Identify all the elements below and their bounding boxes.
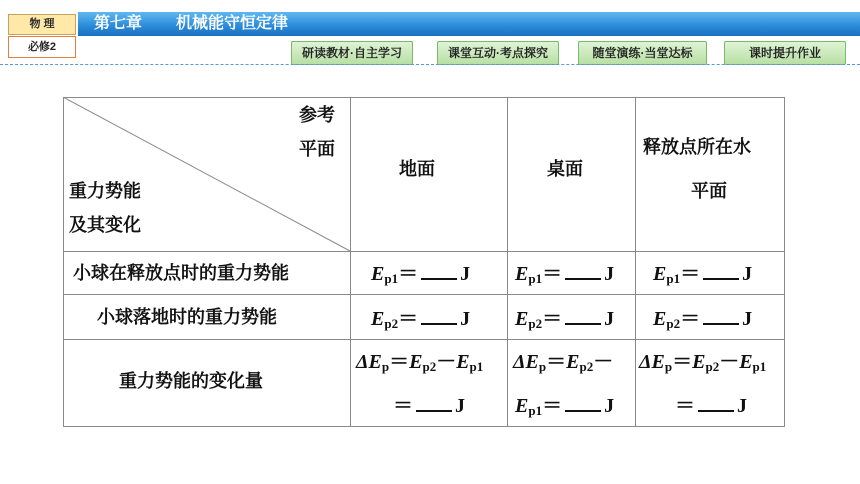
formula-delta-ground-line2: ＝ J: [393, 395, 465, 417]
nav-practice-button[interactable]: 随堂演练·当堂达标: [578, 41, 707, 65]
formula-ep1-ground: $E_{p1}= J$: [371, 263, 471, 286]
column-header-release-plane-cont: 平面: [691, 181, 727, 202]
corner-energy-label: 重力势能: [69, 181, 141, 202]
column-header-release-plane: 释放点所在水: [643, 137, 751, 158]
nav-homework-button[interactable]: 课时提升作业: [724, 41, 846, 65]
table-border-right: [784, 97, 785, 427]
formula-delta-desk-line1: $\Delta E_p=E_{p2}-$: [513, 351, 614, 374]
formula-ep1-release: $E_{p1}= J$: [653, 263, 753, 286]
corner-reference-label: 参考: [299, 105, 335, 126]
formula-delta-ground-line1: $\Delta E_p=E_{p2}-E_{p1}$: [356, 351, 484, 374]
table-row-divider: [63, 339, 785, 340]
nav-classroom-interaction-button[interactable]: 课堂互动·考点探究: [437, 41, 559, 65]
row-label-energy-change: 重力势能的变化量: [119, 371, 263, 392]
column-header-desk: 桌面: [547, 159, 583, 180]
table-border-bottom: [63, 426, 785, 427]
nav-study-textbook-button[interactable]: 研读教材·自主学习: [291, 41, 413, 65]
formula-ep2-desk: $E_{p2}= J$: [515, 308, 615, 331]
table-row-divider: [63, 294, 785, 295]
column-header-ground: 地面: [399, 159, 435, 180]
table-col-divider: [507, 97, 508, 427]
chapter-title: 机械能守恒定律: [176, 15, 289, 32]
potential-energy-table: [63, 97, 785, 427]
row-label-initial-energy: 小球在释放点时的重力势能: [73, 263, 289, 284]
corner-plane-label: 平面: [299, 139, 335, 160]
row-label-final-energy: 小球落地时的重力势能: [97, 307, 277, 328]
formula-ep2-release: $E_{p2}= J$: [653, 308, 753, 331]
chapter-banner: [78, 12, 860, 36]
header-divider: [0, 64, 860, 65]
subject-label: 物 理: [8, 14, 76, 35]
book-label: 必修2: [8, 36, 76, 58]
formula-ep1-desk: $E_{p1}= J$: [515, 263, 615, 286]
chapter-number: 第七章: [94, 15, 143, 32]
formula-delta-desk-line2: $E_{p1}= J$: [515, 395, 615, 418]
formula-ep2-ground: $E_{p2}= J$: [371, 308, 471, 331]
formula-delta-release-line2: ＝ J: [675, 395, 747, 417]
formula-delta-release-line1: $\Delta E_p=E_{p2}-E_{p1}$: [639, 351, 767, 374]
corner-change-label: 及其变化: [69, 215, 141, 236]
table-col-divider: [635, 97, 636, 427]
